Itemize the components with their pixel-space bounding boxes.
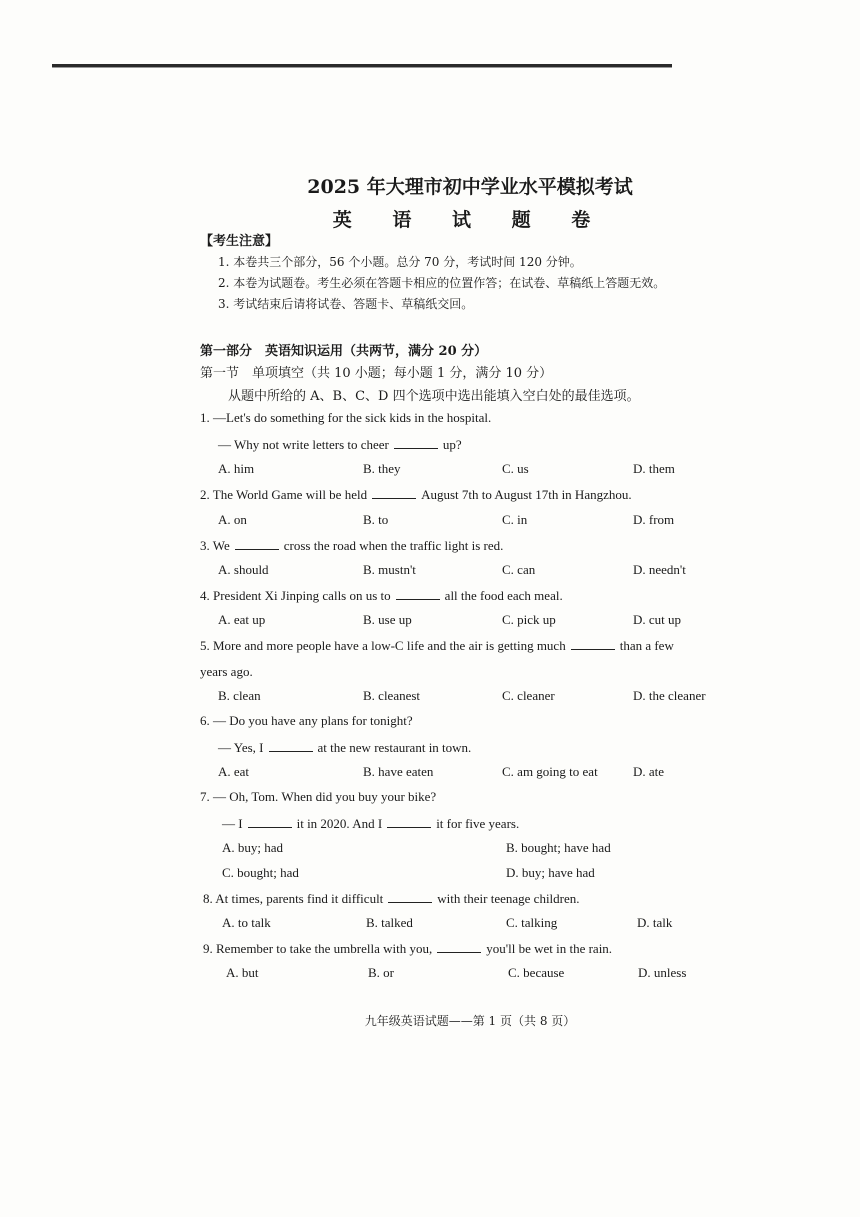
notice-heading: 【考生注意】 (200, 234, 279, 249)
q2-option-b: B. to (363, 512, 389, 527)
q6-option-d: D. ate (633, 764, 665, 779)
exam-subtitle: 英 语 试 题 卷 (332, 209, 608, 231)
answer-blank (269, 739, 313, 752)
question-6-prompt: 6. — Do you have any plans for tonight? (200, 713, 413, 728)
q7-option-d: D. buy; have had (506, 865, 595, 880)
question-4-prompt: 4. President Xi Jinping calls on us to all the food each meal. (200, 588, 563, 603)
q4-option-b: B. use up (363, 612, 412, 627)
notice-list (218, 252, 665, 315)
q9-option-a: A. but (226, 965, 259, 980)
answer-blank (372, 486, 416, 499)
q5-option-b: B. cleanest (363, 688, 421, 703)
q6-option-c: C. am going to eat (502, 764, 598, 779)
answer-blank (387, 815, 431, 828)
q3-option-c: C. can (502, 562, 536, 577)
q9-option-b: B. or (368, 965, 394, 980)
q7-option-a: A. buy; had (222, 840, 284, 855)
q3-option-d: D. needn't (633, 562, 686, 577)
q1-option-c: C. us (502, 461, 529, 476)
answer-blank (248, 815, 292, 828)
q1-option-b: B. they (363, 461, 401, 476)
question-1-prompt: 1. —Let's do something for the sick kids in the hospital. (200, 410, 492, 425)
section1-heading: 第一节 单项填空（共 10 小题；每小题 1 分，满分 10 分） (200, 366, 553, 381)
q1-option-d: D. them (633, 461, 675, 476)
answer-blank (394, 436, 438, 449)
q4-option-d: D. cut up (633, 612, 682, 627)
question-6-reply: — Yes, I at the new restaurant in town. (218, 740, 472, 755)
q6-option-b: B. have eaten (363, 764, 434, 779)
notice-item: 1. 本卷共三个部分，56 个小题。总分 70 分，考试时间 120 分钟。 (218, 255, 582, 269)
q8-option-c: C. talking (506, 915, 558, 930)
q2-option-c: C. in (502, 512, 528, 527)
q1-option-a: A. him (218, 461, 255, 476)
exam-title: 2025 年大理市初中学业水平模拟考试 (307, 176, 633, 198)
question-9-prompt: 9. Remember to take the umbrella with you, you'll be wet in the rain. (203, 941, 613, 956)
section1-instruction: 从题中所给的 A、B、C、D 四个选项中选出能填入空白处的最佳选项。 (228, 389, 640, 404)
q8-option-a: A. to talk (222, 915, 271, 930)
answer-blank (396, 587, 440, 600)
q5-option-c: C. cleaner (502, 688, 555, 703)
question-8-prompt: 8. At times, parents find it difficult with their teenage children. (203, 891, 580, 906)
question-5-continued: years ago. (200, 664, 253, 679)
q4-option-a: A. eat up (218, 612, 266, 627)
question-1-reply: — Why not write letters to cheer up? (218, 437, 462, 452)
q6-option-a: A. eat (218, 764, 250, 779)
answer-blank (571, 637, 615, 650)
q2-option-d: D. from (633, 512, 675, 527)
q8-option-d: D. talk (637, 915, 673, 930)
answer-blank (388, 890, 432, 903)
q7-option-b: B. bought; have had (506, 840, 611, 855)
q3-option-b: B. mustn't (363, 562, 416, 577)
notice-item: 2. 本卷为试题卷。考生必须在答题卡相应的位置作答；在试卷、草稿纸上答题无效。 (218, 276, 666, 290)
q9-option-d: D. unless (638, 965, 687, 980)
question-2-prompt: 2. The World Game will be held August 7th to August 17th in Hangzhou. (200, 487, 632, 502)
top-rule-thin (52, 67, 672, 68)
answer-blank (437, 940, 481, 953)
q2-option-a: A. on (218, 512, 247, 527)
answer-blank (235, 537, 279, 550)
question-5-prompt: 5. More and more people have a low-C life and the air is getting much than a few (200, 638, 674, 653)
q3-option-a: A. should (218, 562, 269, 577)
part1-heading: 第一部分 英语知识运用（共两节，满分 20 分） (200, 344, 488, 359)
page-footer: 九年级英语试题——第 1 页（共 8 页） (364, 1014, 576, 1028)
q5-option-d: D. the cleaner (633, 688, 706, 703)
q4-option-c: C. pick up (502, 612, 556, 627)
question-7-prompt: 7. — Oh, Tom. When did you buy your bike? (200, 789, 437, 804)
q9-option-c: C. because (508, 965, 565, 980)
q8-option-b: B. talked (366, 915, 413, 930)
q7-option-c: C. bought; had (222, 865, 299, 880)
question-7-reply: — I it in 2020. And I it for five years. (222, 816, 520, 831)
question-3-prompt: 3. We cross the road when the traffic light is red. (200, 538, 504, 553)
notice-item: 3. 考试结束后请将试卷、答题卡、草稿纸交回。 (218, 297, 474, 311)
q5-option-a: B. clean (218, 688, 261, 703)
